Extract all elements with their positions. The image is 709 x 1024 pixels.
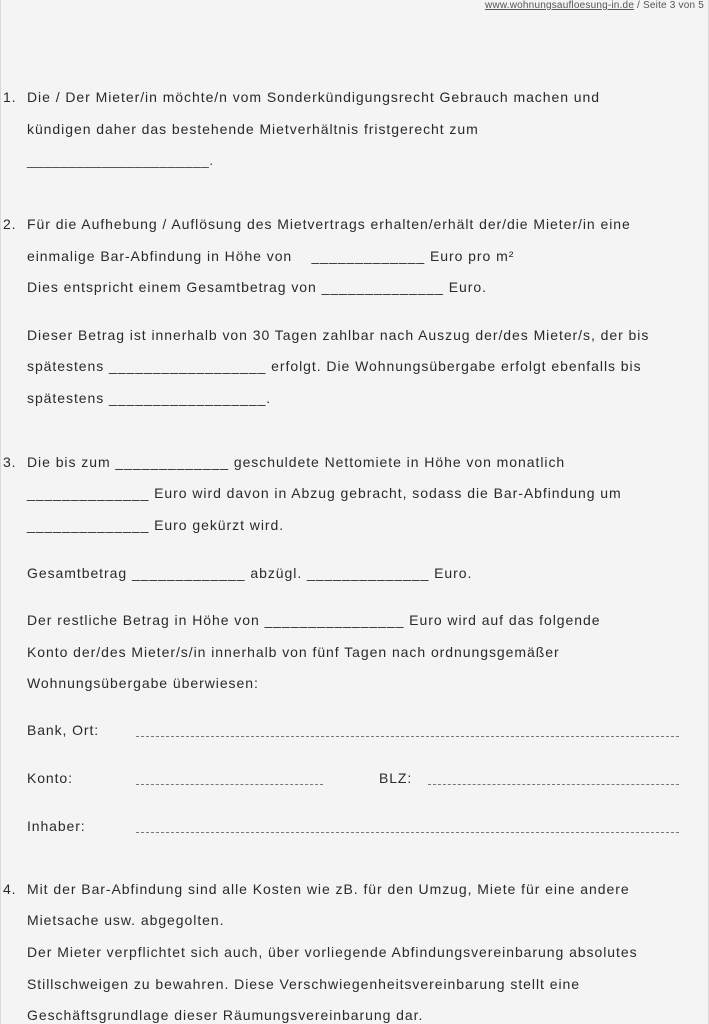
paragraph-line: Wohnungsübergabe überwiesen: <box>27 675 259 691</box>
bank-label: Bank, Ort: <box>27 722 100 738</box>
amount-per-sqm-line[interactable]: einmalige Bar-Abfindung in Höhe von _____________ Euro pro m² <box>27 248 515 264</box>
paragraph-line: Mit der Bar-Abfindung sind alle Kosten wie zB. für den Umzug, Miete für eine andere <box>27 881 630 897</box>
paragraph-line: Geschäftsgrundlage dieser Räumungsvereinbarung dar. <box>27 1007 424 1023</box>
blz-label: BLZ: <box>379 770 413 786</box>
bank-input-line[interactable] <box>136 735 679 737</box>
date-blank-field[interactable]: ______________________. <box>27 152 214 168</box>
page-indicator: / Seite 3 von 5 <box>634 0 704 11</box>
konto-input-line[interactable] <box>136 783 323 785</box>
paragraph-line: Mietsache usw. abgegolten. <box>27 912 225 928</box>
calculation-line[interactable]: Gesamtbetrag _____________ abzügl. ______________ Euro. <box>27 565 473 581</box>
paragraph-line: Dieser Betrag ist innerhalb von 30 Tagen zahlbar nach Auszug der/des Mieter/s, der bis <box>27 327 650 343</box>
inhaber-input-line[interactable] <box>136 831 679 833</box>
rent-date-line[interactable]: Die bis zum _____________ geschuldete Nettomiete in Höhe von monatlich <box>27 454 566 470</box>
paragraph-line: Der Mieter verpflichtet sich auch, über vorliegende Abfindungsvereinbarung absolutes <box>27 944 638 960</box>
section-number: 2. <box>3 216 17 232</box>
website-link[interactable]: www.wohnungsaufloesung-in.de <box>485 0 635 11</box>
paragraph-line: Für die Aufhebung / Auflösung des Mietvertrags erhalten/erhält der/die Mieter/in eine <box>27 216 631 232</box>
blz-input-line[interactable] <box>428 783 679 785</box>
move-out-date-line[interactable]: spätestens __________________ erfolgt. Die Wohnungsübergabe erfolgt ebenfalls bis <box>27 358 642 374</box>
section-number: 4. <box>3 881 17 897</box>
paragraph-line: Stillschweigen zu bewahren. Diese Verschwiegenheitsvereinbarung stellt eine <box>27 976 580 992</box>
paragraph-line: kündigen daher das bestehende Mietverhältnis fristgerecht zum <box>27 121 479 137</box>
rent-amount-line[interactable]: ______________ Euro wird davon in Abzug gebracht, sodass die Bar-Abfindung um <box>27 485 622 501</box>
section-number: 3. <box>3 454 17 470</box>
paragraph-line: Die / Der Mieter/in möchte/n vom Sonderkündigungsrecht Gebrauch machen und <box>27 89 601 105</box>
konto-label: Konto: <box>27 770 73 786</box>
page-header <box>485 0 704 11</box>
reduction-amount-line[interactable]: ______________ Euro gekürzt wird. <box>27 517 285 533</box>
total-amount-line[interactable]: Dies entspricht einem Gesamtbetrag von ______________ Euro. <box>27 279 487 295</box>
section-number: 1. <box>3 89 17 105</box>
inhaber-label: Inhaber: <box>27 818 86 834</box>
paragraph-line: Konto der/des Mieter/s/in innerhalb von fünf Tagen nach ordnungsgemäßer <box>27 644 560 660</box>
handover-date-line[interactable]: spätestens __________________. <box>27 390 272 406</box>
remaining-amount-line[interactable]: Der restliche Betrag in Höhe von ________________ Euro wird auf das folgende <box>27 612 601 628</box>
